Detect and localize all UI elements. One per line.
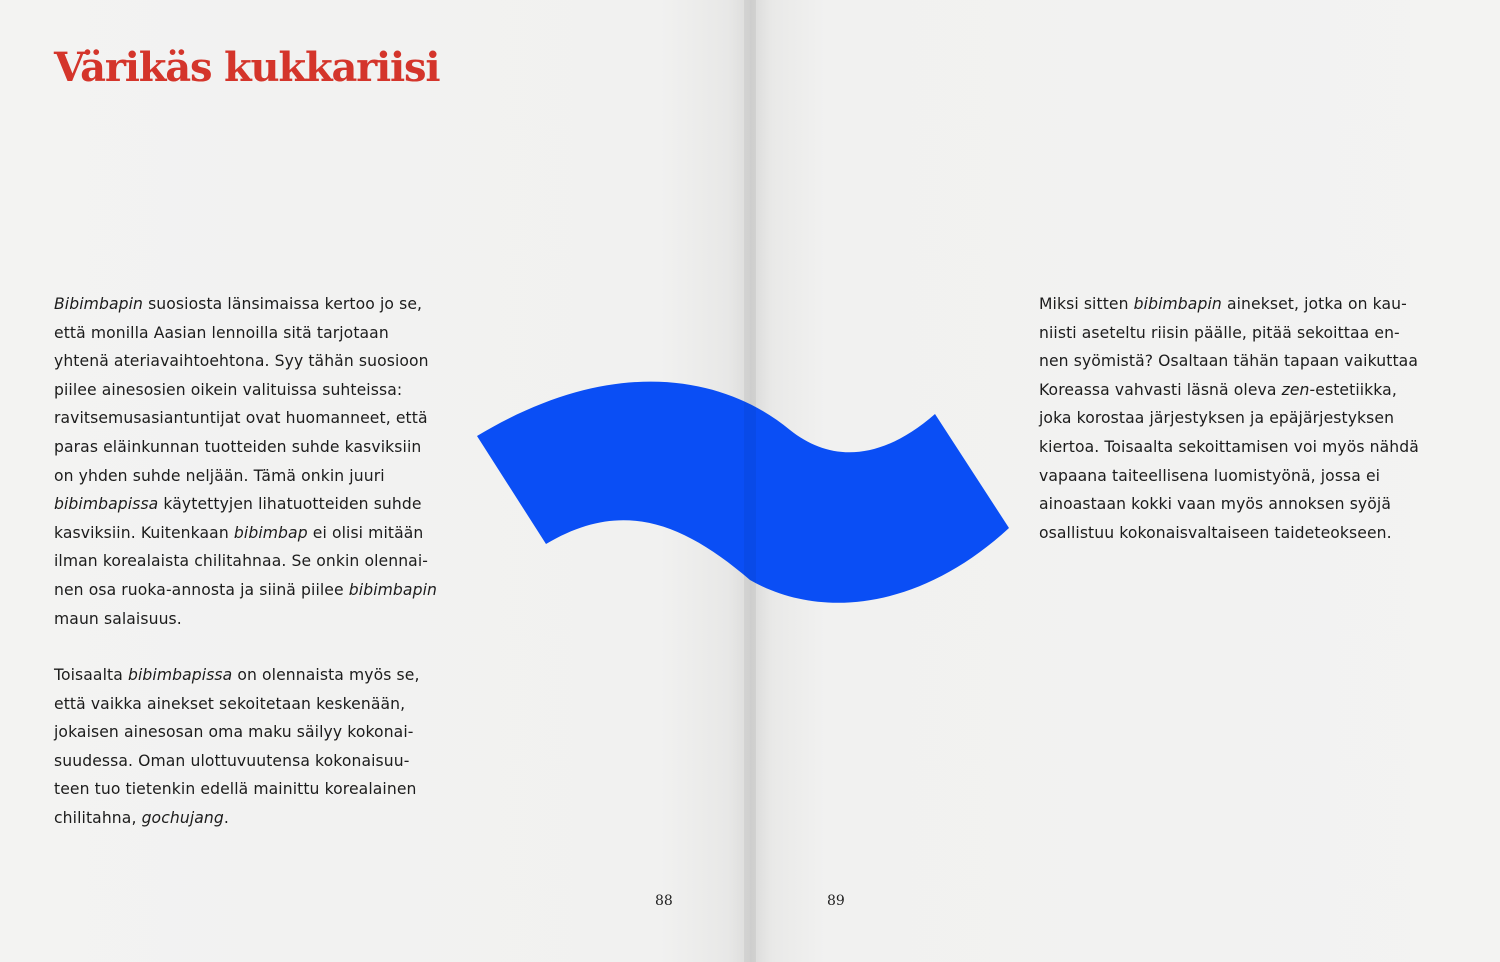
text-run: kasviksiin. Kuitenkaan	[54, 523, 234, 542]
text-line	[54, 347, 437, 376]
text-line	[1039, 490, 1419, 519]
text-line	[54, 804, 420, 833]
text-line	[1039, 376, 1419, 405]
text-line	[54, 775, 420, 804]
text-run: .	[223, 808, 229, 827]
text-line	[1039, 347, 1419, 376]
text-line	[54, 490, 437, 519]
text-run: ainekset, jotka on kau-	[1221, 295, 1407, 313]
text-run: kiertoa. Toisaalta sekoittamisen voi myös nähdä	[1039, 437, 1419, 456]
text-line	[54, 661, 420, 690]
right-column-paragraph	[1039, 290, 1419, 547]
page-title: Värikäs kukkariisi	[54, 44, 440, 91]
page-number-left: 88	[655, 893, 673, 909]
italic-term: bibimbap	[233, 523, 308, 542]
text-run: että vaikka ainekset sekoitetaan keskenään,	[54, 694, 406, 713]
text-run: Koreassa vahvasti läsnä oleva	[1039, 380, 1282, 399]
text-run: ei olisi mitään	[307, 523, 424, 542]
text-run: jokaisen ainesosan oma maku säilyy kokonai-	[54, 723, 414, 742]
text-line	[54, 576, 437, 605]
text-run: paras eläinkunnan tuotteiden suhde kasviksiin	[54, 437, 422, 456]
text-line	[54, 433, 437, 462]
left-column-paragraph-1	[54, 290, 437, 633]
text-run: on olennaista myös se,	[232, 666, 420, 684]
text-run: niisti aseteltu riisin päälle, pitää sekoittaa en-	[1039, 323, 1400, 342]
text-run: käytettyjen lihatuotteiden suhde	[158, 495, 422, 514]
text-run: ravitsemusasiantuntijat ovat huomanneet, että	[54, 409, 428, 428]
text-line	[54, 547, 437, 576]
text-run: -estetiikka,	[1309, 380, 1397, 399]
text-run: ilman korealaista chilitahnaa. Se onkin olennai-	[54, 552, 428, 571]
text-run: vapaana taiteellisena luomistyönä, jossa ei	[1039, 466, 1381, 485]
text-run: joka korostaa järjestyksen ja epäjärjestyksen	[1039, 409, 1395, 428]
italic-term: zen	[1281, 380, 1310, 399]
page-number-right: 89	[827, 893, 845, 909]
text-line	[54, 462, 437, 491]
text-run: osallistuu kokonaisvaltaiseen taideteokseen.	[1039, 523, 1392, 542]
text-line	[54, 690, 420, 719]
text-line	[1039, 519, 1419, 548]
text-line	[1039, 404, 1419, 433]
text-line	[1039, 290, 1419, 319]
text-run: on yhden suhde neljään. Tämä onkin juuri	[54, 466, 385, 485]
text-run: että monilla Aasian lennoilla sitä tarjotaan	[54, 323, 389, 342]
text-line	[1039, 462, 1419, 491]
italic-term: bibimbapin	[348, 580, 437, 599]
text-run: suudessa. Oman ulottuvuutensa kokonaisuu-	[54, 751, 410, 770]
text-line	[54, 290, 437, 319]
text-run: suosiosta länsimaissa kertoo jo se,	[143, 295, 423, 313]
text-line	[54, 747, 420, 776]
italic-term: bibimbapissa	[54, 495, 159, 514]
left-column-paragraph-2	[54, 661, 420, 833]
text-run: yhtenä ateriavaihtoehtona. Syy tähän suosioon	[54, 352, 429, 371]
text-line	[54, 519, 437, 548]
text-line	[54, 718, 420, 747]
text-run: piilee ainesosien oikein valituissa suhteissa:	[54, 380, 403, 399]
text-line	[1039, 319, 1419, 348]
text-line	[54, 605, 437, 634]
text-run: Miksi sitten	[1039, 295, 1134, 313]
italic-term: bibimbapin	[1133, 295, 1222, 313]
text-run: ainoastaan kokki vaan myös annoksen syöjä	[1039, 495, 1391, 514]
text-line	[1039, 433, 1419, 462]
italic-term: Bibimbapin	[54, 295, 144, 313]
text-line	[54, 319, 437, 348]
text-run: teen tuo tietenkin edellä mainittu korealainen	[54, 780, 417, 799]
text-run: nen syömistä? Osaltaan tähän tapaan vaikuttaa	[1039, 352, 1418, 371]
text-line	[54, 404, 437, 433]
text-run: Toisaalta	[54, 666, 128, 684]
text-line	[54, 376, 437, 405]
text-run: maun salaisuus.	[54, 609, 182, 628]
italic-term: gochujang	[141, 808, 224, 827]
text-run: chilitahna,	[54, 808, 142, 827]
text-run: nen osa ruoka-annosta ja siinä piilee	[54, 580, 349, 599]
italic-term: bibimbapissa	[127, 666, 233, 684]
